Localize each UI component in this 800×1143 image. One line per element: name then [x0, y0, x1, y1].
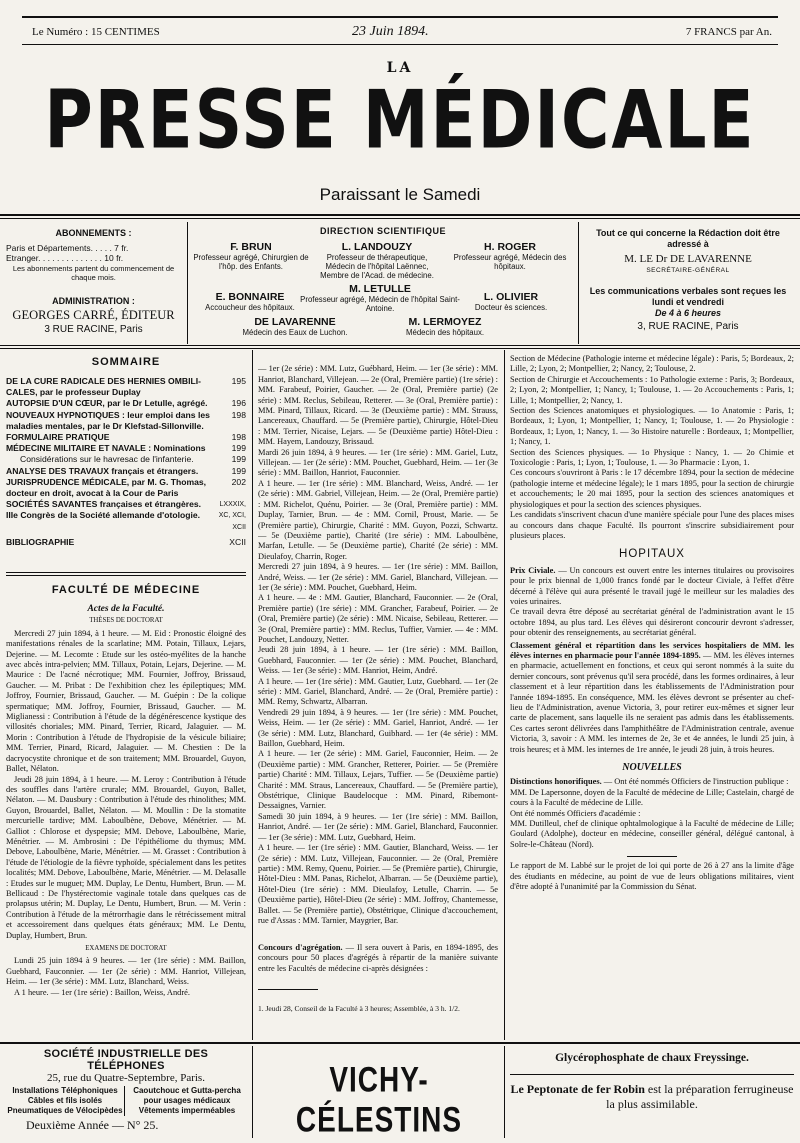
- concours-paragraph: Concours d'agrégation. — Il sera ouvert à Paris, en 1894-1895, des concours pour 50 places d'agrégés à répartir de la manière suivante entre les Facultés de médecine ci-après désignées :: [258, 942, 498, 973]
- top-rule-2: [22, 44, 778, 45]
- examens-heading: EXAMENS DE DOCTORAT: [85, 945, 167, 952]
- prix-civiale: Prix Civiale. — Un concours est ouvert entre les internes titulaires ou provisoires pour le prix biennal de 1,000 francs fondé par le docteur Civiale, à l'effet d'être décerné à l'élève qui aura présenté le travail jugé le meilleur sur les maladies des voies urinaires. Ce travail devra être déposé au secrétariat général de l'administration avant le 15 octobre 1894, au plus tard. Les élèves qui désireront concourir devront s'adresser, pour obtenir des renseignements, au secrétariat général.: [510, 565, 794, 638]
- ads-rule: [0, 1042, 800, 1044]
- newspaper-subtitle: Paraissant le Samedi: [319, 185, 481, 204]
- faculte-column: [6, 604, 246, 1040]
- sommaire-heading: SOMMAIRE: [91, 356, 161, 368]
- publisher-address: 3 RUE RACINE, Paris: [44, 324, 143, 335]
- distinctions-paragraph: Distinctions honorifiques. — Ont été nommés Officiers de l'instruction publique : MM. De Lapersonne, doyen de la Faculté de médecine de Lille; Castelain, chargé de cours à la Faculté de médecine de Lille. Ont été nommés Officiers d'académie : MM. Dutilleul, chef de clinique ophtalmologique à la Faculté de médecine de Lille; Goulard (Adolphe), docteur en médecine, conseiller général, délégué cantonal, à Solre-le-Château (Nord).: [510, 777, 794, 849]
- abonnements-note: Les abonnements partent du commencement de chaque mois.: [12, 263, 175, 282]
- ad-telephones-title: SOCIÉTÉ INDUSTRIELLE DES TÉLÉPHONES: [43, 1048, 209, 1072]
- ad-inner-rule: [510, 1074, 794, 1075]
- middle-column: [258, 354, 498, 1040]
- title-article: LA: [386, 60, 414, 76]
- redaction-hours: De 4 à 6 heures: [654, 308, 722, 318]
- toc-item[interactable]: FORMULAIRE PRATIQUE 198: [6, 432, 246, 443]
- agregation-sections: Section de Médecine (Pathologie interne et médecine légale) : Paris, 5; Bordeaux, 2; Lille, 2; Lyon, 2; Montpellier, 2; Nancy, 2; Toulouse, 2. Section de Chirurgie et Accouchements : 1o Pathologie externe : Paris, 3; Bordeaux, 2; Lyon, 2; Montpellier, 1; Nancy, 1; Toulouse, 1. — 2o Accouchements : Paris, 1; Lille, 1; Montpellier, 2; Nancy, 1. Section des Sciences anatomiques et physiologiques. — 1o Anatomie : Paris, 1; Bordeaux, 1; Lyon, 1; Montpellier, 1; Nancy, 1; Toulouse, 1. — 2o Physiologie : Bordeaux, 1; Lyon, 1; Nancy, 1. — 3o Histoire naturelle : Bordeaux, 1; Montpellier, 1; Nancy, 1. Section des Sciences physiques. — 1o Physique : Nancy, 1. — 2o Chimie et Toxicologie : Paris, 1; Lyon, 1; Toulouse, 1. — 3o Pharmacie : Lyon, 1. Ces concours s'ouvriront à Paris : le 17 décembre 1894, pour la section de médecine (pathologie interne et médecine légale); le 1 mars 1895, pour la section de chirurgie et accouchements; le 20 mai 1895, pour la section des sciences anatomiques et physiologiques et pour la section des sciences physiques. Les candidats s'inscrivent chacun d'une manière spéciale pour l'une des places mises au concours dans chaque Faculté. Ils pourront s'inscrire subsidiairement pour plusieurs places.: [510, 354, 794, 540]
- director-lermoyez: M. LERMOYEZ Médecin des hôpitaux.: [405, 316, 485, 337]
- sommaire-rule-2: [6, 575, 246, 576]
- vrule-2: [578, 222, 579, 344]
- ad-sep-1: [252, 1046, 253, 1138]
- director-roger: H. ROGER Professeur agrégé, Médecin des hôpitaux.: [453, 241, 567, 271]
- price-etranger: Etranger. . . . . . . . . . . . . . 10 fr.: [6, 253, 124, 263]
- redaction-box: [582, 228, 794, 332]
- director-bonnaire: E. BONNAIRE Accoucheur des hôpitaux.: [205, 291, 295, 312]
- ad-telephones-address: 25, rue du Quatre-Septembre, Paris.: [47, 1072, 205, 1084]
- ad-glycero: Glycérophosphate de chaux Freyssinge.: [555, 1052, 749, 1064]
- examens-text-1: Lundi 25 juin 1894 à 9 heures. — 1er (1re série) : MM. Baillon, Guebhard, Fauconnier. — 1er (2e série) : MM. Hanriot, Villejean, Heim. — 1er (3e série) : MM. Lutz, Blanchard, Weiss.: [6, 956, 246, 987]
- director-olivier: L. OLIVIER Docteur ès sciences.: [474, 291, 548, 312]
- abonnements-box: [6, 228, 181, 336]
- director-landouzy: L. LANDOUZY Professeur de thérapeutique, Médecin de l'hôpital Laënnec, Membre de l'Acad. de médecine.: [320, 241, 434, 280]
- classement-paragraph: Classement général et répartition dans les services hospitaliers de MM. les élèves internes en pharmacie pour l'année 1894-1895. — MM. les élèves internes en pharmacie, actuellement en fonctions, et ceux qui seront nommés à la suite du dernier concours, sont prévenus qu'il sera procédé, dans les formes ordinaires, à leur classement et à leur répartition dans les établissements de l'Administration pour l'année 1894-1895. En conséquence, MM. les élèves devront se présenter au chef-lieu de l'Administration, avenue Victoria, 3, pour retirer eux-mêmes et signer leur carte de placement, sans laquelle ils ne seraient pas admis dans les établissements. Ces cartes seront délivrées dans l'amphithéâtre de l'Administration centrale, avenue Victoria, 3, savoir : A MM. les internes de 2e, 3e et 4e années, le lundi 25 juin, à trois heures; et à MM. les internes de 1re année, le jeudi 28 juin, à trois heures.: [510, 640, 794, 754]
- sommaire-rule: [6, 572, 246, 573]
- publisher-name: GEORGES CARRÉ, ÉDITEUR: [12, 308, 175, 322]
- ad-telephones: SOCIÉTÉ INDUSTRIELLE DES TÉLÉPHONES 25, rue du Quatre-Septembre, Paris. Installations Téléphoniques Câbles et fils isolés Pneumatiques de Vélocipèdes Caoutchouc et Gutta-percha pour usages médicaux Vêtements imperméables: [6, 1048, 246, 1116]
- right-column: [510, 354, 794, 1040]
- rule-below-boxes: [0, 345, 800, 346]
- toc-item[interactable]: ANALYSE DES TRAVAUX français et étrangers. 199: [6, 465, 246, 476]
- toc-item[interactable]: Considérations sur le havresac de l'infanterie. 199: [20, 454, 246, 465]
- admin-heading: ADMINISTRATION :: [52, 295, 135, 306]
- toc-item[interactable]: AUTOPSIE D'UN CŒUR, par le Dr Letulle, agrégé. 196: [6, 398, 246, 409]
- col-sep-2: [504, 350, 505, 1040]
- director-brun: F. BRUN Professeur agrégé, Chirurgien de l'hôp. des Enfants.: [193, 241, 309, 271]
- toc-item[interactable]: SOCIÉTÉS SAVANTES françaises et étrangères. IIIe Congrès de la Société allemande d'otologie. LXXXIX, XC, XCI, XCII: [6, 499, 246, 531]
- abonnements-heading: ABONNEMENTS :: [55, 228, 132, 238]
- header-rule: [0, 214, 800, 216]
- ad-vichy: VICHY-CÉLESTINS: [295, 1060, 463, 1139]
- faculte-heading: FACULTÉ DE MÉDECINE: [51, 584, 201, 596]
- ad-sep-2: [504, 1046, 505, 1138]
- nouvelles-heading: NOUVELLES: [622, 762, 682, 774]
- toc-item[interactable]: MÉDECINE MILITAIRE ET NAVALE : Nominations 199: [6, 443, 246, 454]
- price-paris: Paris et Départements. . . . . 7 fr.: [6, 242, 129, 253]
- toc-item[interactable]: JURISPRUDENCE MÉDICALE, par M. G. Thomas, docteur en droit, avocat à la Cour de Paris 202: [6, 476, 246, 499]
- header-rule-thin: [0, 218, 800, 219]
- theses-text-2: Jeudi 28 juin 1894, à 1 heure. — M. Leroy : Contribution à l'étude des souffles dans l'artère crurale; MM. Brouardel, Guyon, Ballet, Nélaton. — M. Dausbury : Contribution à l'étude des rhinolithes; MM. Guyon, Brouardel, Ballet, Nélaton. — M. Moullin : De la stomatite mercurielle tardive; MM. Laboulbène, Debove, Ménétrier. — M. Galliot : Chlorose et dyspepsie; MM. Debove, Laboulbène, Marie, Ménétrier. — M. Ambrosini : De l'épithéliome du thymus; MM. Debove, Laboulbène, Marie, Ménétrier. — M. Grasset : Contribution à l'étude de l'étiologie de la fièvre typhoïde, spécialement dans les petites localités; MM. Debove, Laboulbène, Marie, Ménétrier. — M. Delasalle : Etudes sur le muguet; MM. Duplay, Le Dentu, Humbert, Brun. — M. Bellicaud : De l'hystérectomie vaginale totale dans quelques cas de prolapsus utérin; M. Duplay, Le Dentu, Humbert, Brun. — M. Verin : Contribution à l'étude de la métrorrhagie dans le rétrécissement mitral et accessoirement dans quelques états généraux; MM. Le Dentu, Duplay, Humbert, Brun.: [6, 774, 246, 940]
- sommaire-list: [6, 376, 246, 548]
- redaction-role: SECRÉTAIRE-GÉNÉRAL: [646, 267, 730, 274]
- hopitaux-heading: HOPITAUX: [619, 548, 685, 561]
- subscription-price: 7 FRANCS par An.: [685, 26, 772, 38]
- director-letulle: M. LETULLE Professeur agrégé, Médecin de l'hôpital Saint-Antoine.: [300, 283, 460, 313]
- issue-date: 23 Juin 1894.: [352, 24, 429, 39]
- issue-price: Le Numéro : 15 CENTIMES: [32, 26, 160, 38]
- theses-heading: THÈSES DE DOCTORAT: [89, 617, 163, 625]
- theses-text-1: Mercredi 27 juin 1894, à 1 heure. — M. Eid : Pronostic éloigné des manifestations rénales de la scarlatine; MM. Potain, Tillaux, Lejars, Dejerine. — M. Lecomte : Etude sur les ostéo-myélites de la hanche avec abcès intra-pelvien; MM. Tillaux, Potain, Lejars, Dejerine. — M. Maurice : De l'acné nécrotique; MM. Fournier, Joffroy, Brissaud, Gaucher. — M. Pribat : De l'exhibition chez les épileptiques; MM. Joffroy, Fournier, Brissaud, Gaucher. — M. Guépin : De la colique spermatique; MM. Joffroy, Fournier, Brissaud, Gaucher. — M. Miglianessi : Contribution à l'étude de la dégénérescence kystique des villosités choriales; MM. Pinard, Terrier, Ricard, Jalaguier. — M. Morin : Contribution à l'étude de l'hydropisie de la vésicule biliaire; MM. Terrier, Pinard, Ricard, Jalaguier. — M. Chestien : De la dacryocystite chronique et de son traitement; MM. Brouardel, Guyon, Ballet, Nélaton.: [6, 628, 246, 774]
- toc-item[interactable]: BIBLIOGRAPHIE XCII: [6, 536, 246, 547]
- rule-below-boxes-2: [0, 348, 800, 349]
- actes-heading: Actes de la Faculté.: [87, 604, 165, 614]
- redaction-name: M. LE Dr DE LAVARENNE: [624, 253, 752, 265]
- toc-item[interactable]: NOUVEAUX HYPNOTIQUES : leur emploi dans les maladies mentales, par le Dr Klefstad-Sillonville. 198: [6, 409, 246, 431]
- issue-number: Deuxième Année — N° 25.: [26, 1118, 159, 1132]
- redaction-line1: Tout ce qui concerne la Rédaction doit être adressé à: [596, 228, 780, 249]
- vrule-1: [187, 222, 188, 344]
- newspaper-title: PRESSE MÉDICALE: [44, 73, 756, 168]
- examens-text-2: A 1 heure. — 1er (1re série) : Baillon, Weiss, André.: [14, 987, 190, 997]
- examens-schedule: — 1er (2e série) : MM. Lutz, Guébhard, Heim. — 1er (3e série) : MM. Hanriot, Blanchard, Villejean. — 2e (Oral, Première partie) (1re série) : MM. Farabeuf, Poirier, Gaucher. — 2e (Oral, Première partie) (2e série) : MM. Reclus, Sebileau, Retterer. — 3e (Oral, Première partie) : MM. Pinard, Tillaux, Ricard. — 3e (Deuxième partie) : MM. Strauss, Lancereaux, Chauffard. — 5e (Première partie), Chirurgie, Hôtel-Dieu : MM. Terrier, Nicaise, Lejars. — 5e (Deuxième partie) Hôtel-Dieu : MM. Hayem, Landouzy, Brissaud. Mardi 26 juin 1894, à 9 heures. — 1er (1re série) : MM. Gariel, Lutz, Villejean. — 1er (2e série) : MM. Pouchet, Guebhard, Heim. — 1er (3e série) : MM. Baillon, Hanriot, Fauconnier. A 1 heure. — 1er (1re série) : MM. Blanchard, Weiss, André. — 1er (2e série) : MM. Gabriel, Villejean, Heim. — 2e (Oral, Première partie) : MM. Richelot, Quénu, Poirier. — 3e (Oral, Première partie) : MM. Duplay, Tarnier, Brun. — 4e : MM. Cornil, Proust, Marie. — 5e (Première partie), Chirurgie, Charité : MM. Guyon, Pozzi, Schwartz. — 5e (Deuxième partie), Charité (1re série) : MM. Laboulbène, Marfan, Letulle. — 5e (Deuxième partie), Charité (2e série) : MM. Dieulafoy, Charrin, Roger. Mercredi 27 juin 1894, à 9 heures. — 1er (1re série) : MM. Baillon, André, Weiss. — 1er (2e série) : MM. Gariel, Blanchard, Villejean. — 1er (3e série) : MM. Pouchet, Guebhard, Heim. A 1 heure. — 4e : MM. Gautier, Blanchard, Fauconnier. — 2e (Oral, Première partie) (1re série) : MM. Grancher, Farabeuf, Poirier. — 2e (Oral, Première partie) (2e série) : MM. Nicaise, Sebileau, Retterer. — 3e (Oral, Première partie) : MM. Reclus, Tuffier, Varnier. — 4e : MM. Pouchet, Landouzy, Netter. Jeudi 28 juin 1894, à 1 heure. — 1er (1re série) : MM. Baillon, Guebhard, Fauconnier. — 1er (2e série) : MM. Pouchet, Blanchard, Weiss. — 1er (3e série) : MM. Hanriot, Heim, André. A 1 heure. — 1er (1re série) : MM. Gautier, Lutz, Guebhard. — 1er (2e série) : MM. Gariel, Blanchard, André. — 2e (Oral, Première partie) : MM. Remy, Schwartz, Albarran. Vendredi 29 juin 1894, à 9 heures. — 1er (1re série) : MM. Pouchet, Weiss, Heim. — 1er (2e série) : MM. Gariel, Hanriot, André. — 1er (3e série) : MM. Lutz, Blanchard, Guibhard. — 1er (4e série) : MM. Baillon, Guebhard, Heim. A 1 heure. — 1er (2e série) : MM. Gariel, Fauconnier, Heim. — 2e (Deuxième partie) : MM. Grancher, Retterer, Poirier. — 5e (Première partie) Charité : MM. Tillaux, Lejars, Tuffier. — 5e (Deuxième partie) Charité : MM. Straus, Lancereaux, Chauffard. — 5e (Première partie), Obstétrique, Clinique Baudelocque : MM. Pinard, Ribemont-Dessaignes, Varnier. Samedi 30 juin 1894, à 9 heures. — 1er (1re série) : MM. Baillon, Hanriot, André. — 1er (2e série) : MM. Gariel, Blanchard, Fauconnier. — 1er (3e série) : MM. Lutz, Guebhard, Heim. A 1 heure. — 1er (1re série) : MM. Gautier, Blanchard, Weiss. — 1er (2e série) : MM. Lutz, Villejean, Fauconnier. — 2e (Oral, Première partie) : MM. Remy, Quenu, Poirier. — 5e (Première partie), Chirurgie, Hôtel-Dieu : MM. Panas, Richelot, Albarran. — 5e (Deuxième partie), Hôtel-Dieu (1re série) : MM. Dieulafoy, Letulle, Charrin. — 5e (Deuxième partie), Hôtel-Dieu (2e série) : MM. Joffroy, Chantemesse, Ballet. — 5e (Première partie), Obstétrique, Clinique d'accouchement, rue d'Assas : MM. Tarnier, Maygrier, Bar.: [258, 364, 498, 925]
- redaction-line2: Les communications verbales sont reçues les lundi et vendredi: [589, 286, 787, 307]
- labbe-paragraph: Le rapport de M. Labbé sur le projet de loi qui porte de 26 à 27 ans la limite d'âge des étudiants en médecine, au point de vue de leurs obligations militaires, vient d'être adopté à l'unanimité par la Commission du Sénat.: [510, 861, 794, 892]
- ad-peptonate: Le Peptonate de fer Robin est la préparation ferrugineuse la plus assimilable.: [510, 1082, 794, 1111]
- direction-heading: DIRECTION SCIENTIFIQUE: [319, 226, 446, 236]
- masthead-bar: [22, 18, 778, 42]
- redaction-address: 3, RUE RACINE, Paris: [637, 321, 739, 332]
- footnote: 1. Jeudi 28, Conseil de la Faculté à 3 heures; Assemblée, à 3 h. 1/2.: [258, 1003, 460, 1013]
- director-lavarenne: DE LAVARENNE Médecin des Eaux de Luchon.: [242, 316, 348, 337]
- direction-box: [190, 226, 576, 237]
- col-sep-1: [252, 350, 253, 1040]
- toc-item[interactable]: DE LA CURE RADICALE DES HERNIES OMBILI-CALES, par le professeur Duplay 195: [6, 376, 246, 398]
